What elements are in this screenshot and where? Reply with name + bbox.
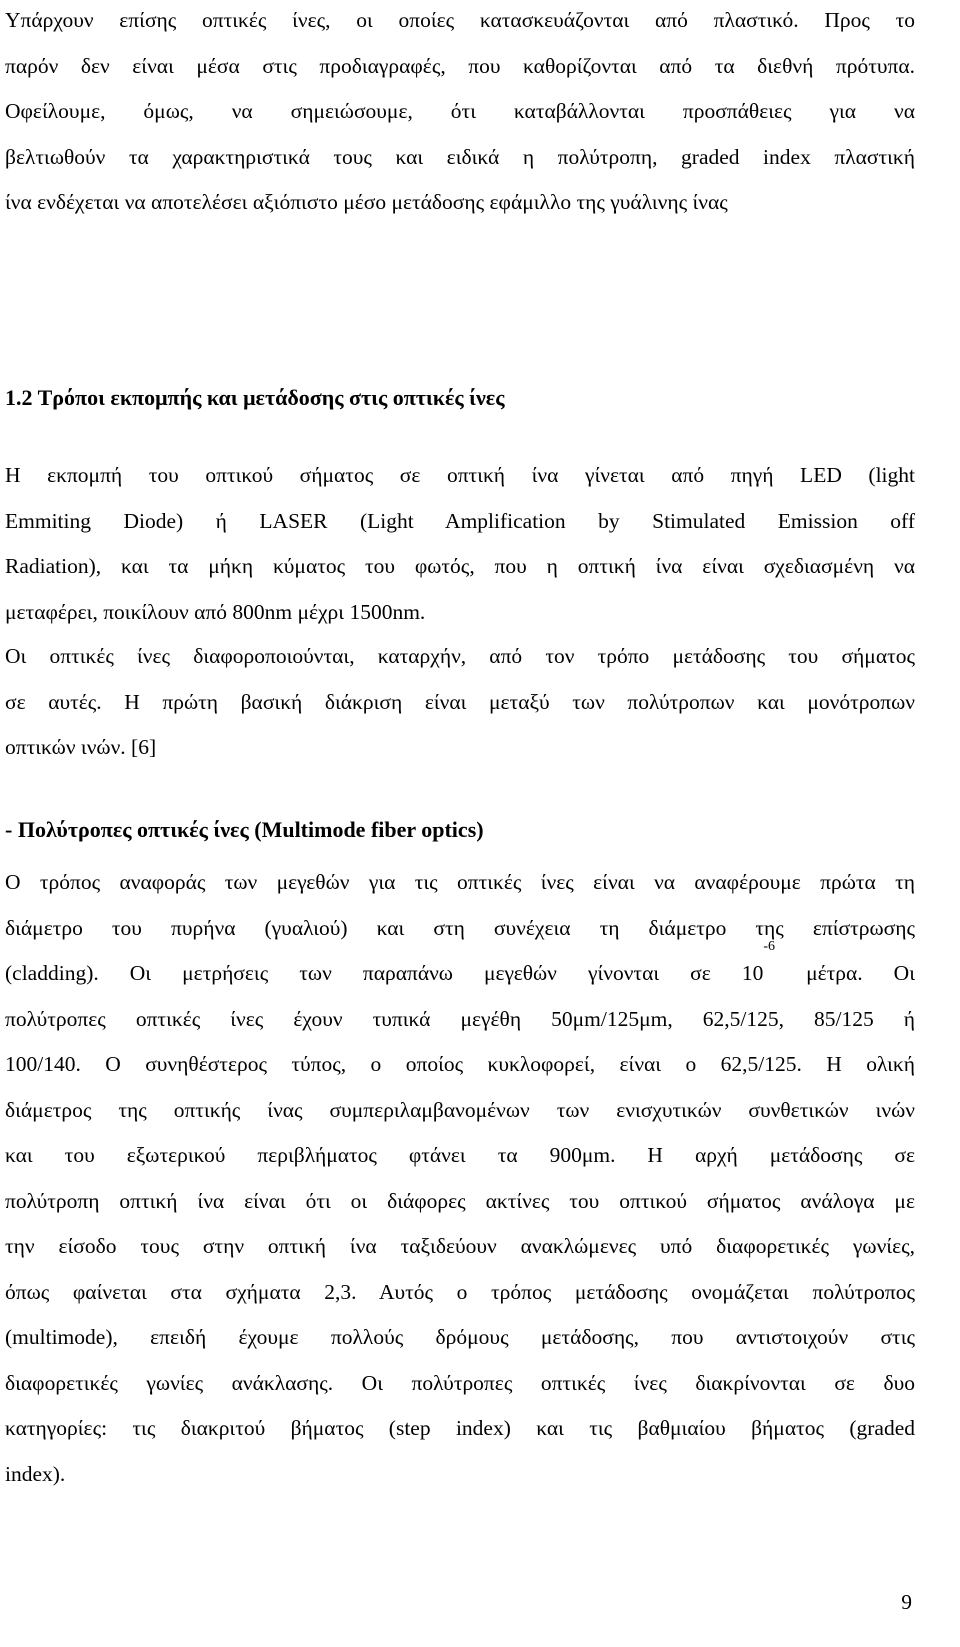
classification-paragraph	[5, 634, 915, 771]
text-line: Οφείλουμε, όμως, να σημειώσουμε, ότι καταβάλλονται προσπάθειες για να	[5, 99, 915, 123]
text-line: πολύτροπες οπτικές ίνες έχουν τυπικά μεγέθη 50μm/125μm, 62,5/125, 85/125 ή	[5, 1006, 915, 1031]
text-line: διαφορετικές γωνίες ανάκλασης. Οι πολύτροπες οπτικές ίνες διακρίνονται σε δυο	[5, 1370, 915, 1395]
text-line-with-exponent	[5, 939, 915, 997]
intro-paragraph	[5, 0, 915, 226]
text-line: πολύτροπη οπτική ίνα είναι ότι οι διάφορες ακτίνες του οπτικού σήματος ανάλογα με	[5, 1188, 915, 1213]
text-line: ίνα ενδέχεται να αποτελέσει αξιόπιστο μέσο μετάδοσης εφάμιλλο της γυάλινης ίνας	[5, 190, 728, 214]
text-segment: μέτρα. Οι	[775, 961, 915, 985]
text-line: Οι οπτικές ίνες διαφοροποιούνται, καταρχήν, από τον τρόπο μετάδοσης του σήματος	[5, 644, 915, 668]
text-line: διάμετρο του πυρήνα (γυαλιού) και στη συνέχεια τη διάμετρο της επίστρωσης	[5, 915, 915, 940]
text-line: παρόν δεν είναι μέσα στις προδιαγραφές, που καθορίζονται από τα διεθνή πρότυπα.	[5, 53, 915, 78]
text-line: index).	[5, 1461, 66, 1486]
multimode-paragraph	[5, 860, 915, 1497]
text-line: διάμετρος της οπτικής ίνας συμπεριλαμβανομένων των ενισχυτικών συνθετικών ινών	[5, 1097, 915, 1122]
text-line: Υπάρχουν επίσης οπτικές ίνες, οι οποίες κατασκευάζονται από πλαστικό. Προς το	[5, 8, 915, 32]
subsection-heading: - Πολύτροπες οπτικές ίνες (Multimode fiber optics)	[5, 817, 484, 842]
text-line: σε αυτές. Η πρώτη βασική διάκριση είναι μεταξύ των πολύτροπων και μονότροπων	[5, 689, 915, 714]
exponent: -6	[763, 939, 776, 954]
text-line: 100/140. Ο συνηθέστερος τύπος, ο οποίος κυκλοφορεί, είναι ο 62,5/125. Η ολική	[5, 1052, 915, 1076]
text-line: όπως φαίνεται στα σχήματα 2,3. Αυτός ο τρόπος μετάδοσης ονομάζεται πολύτροπος	[5, 1279, 915, 1304]
text-line: βελτιωθούν τα χαρακτηριστικά τους και ειδικά η πολύτροπη, graded index πλαστική	[5, 144, 915, 169]
text-line: οπτικών ινών. [6]	[5, 735, 157, 759]
section-heading: 1.2 Τρόποι εκπομπής και μετάδοσης στις οπτικές ίνες	[5, 385, 505, 410]
emission-paragraph	[5, 453, 915, 635]
text-line: Η εκπομπή του οπτικού σήματος σε οπτική ίνα γίνεται από πηγή LED (light	[5, 463, 915, 487]
text-line: την είσοδο τους στην οπτική ίνα ταξιδεύουν ανακλώμενες υπό διαφορετικές γωνίες,	[5, 1234, 915, 1258]
text-line: Emmiting Diode) ή LASER (Light Amplification by Stimulated Emission off	[5, 508, 915, 533]
text-line: Radiation), και τα μήκη κύματος του φωτός, που η οπτική ίνα είναι σχεδιασμένη να	[5, 554, 915, 578]
text-line: μεταφέρει, ποικίλουν από 800nm μέχρι 1500nm.	[5, 599, 426, 624]
text-line: (multimode), επειδή έχουμε πολλούς δρόμους μετάδοσης, που αντιστοιχούν στις	[5, 1325, 915, 1349]
text-segment: (cladding). Οι μετρήσεις των παραπάνω μεγεθών γίνονται σε 10	[5, 961, 764, 985]
text-line: κατηγορίες: τις διακριτού βήματος (step index) και τις βαθμιαίου βήματος (graded	[5, 1416, 915, 1440]
text-line: Ο τρόπος αναφοράς των μεγεθών για τις οπτικές ίνες είναι να αναφέρουμε πρώτα τη	[5, 870, 915, 894]
text-line: και του εξωτερικού περιβλήματος φτάνει τα 900μm. Η αρχή μετάδοσης σε	[5, 1143, 915, 1167]
page-number: 9	[901, 1590, 912, 1614]
